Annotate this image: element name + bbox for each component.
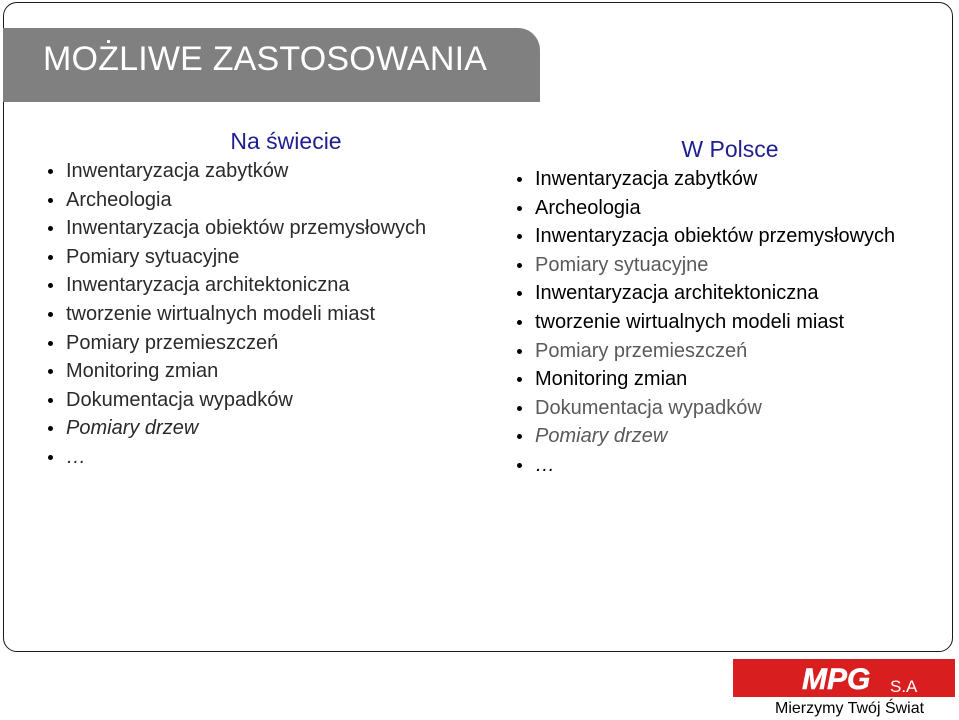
bullet-icon	[517, 206, 522, 211]
list-item: Pomiary sytuacyjne	[46, 243, 466, 272]
bullet-icon	[517, 177, 522, 182]
list-item: Archeologia	[46, 186, 466, 215]
world-heading: Na świecie	[230, 128, 342, 154]
logo-suffix: S.A	[890, 677, 918, 696]
list-item: …	[46, 443, 466, 472]
bullet-icon	[517, 434, 522, 439]
world-list	[46, 157, 466, 472]
poland-list	[515, 165, 945, 480]
company-tagline: Mierzymy Twój Świat	[775, 700, 925, 717]
bullet-icon	[48, 226, 53, 231]
bullet-icon	[517, 377, 522, 382]
list-item: Pomiary sytuacyjne	[515, 251, 945, 280]
list-item: Inwentaryzacja architektoniczna	[515, 279, 945, 308]
list-item: Inwentaryzacja obiektów przemysłowych	[46, 214, 466, 243]
list-item: …	[515, 451, 945, 480]
slide-title: MOŻLIWE ZASTOSOWANIA	[43, 40, 488, 78]
list-item: Pomiary drzew	[515, 422, 945, 451]
list-item: Dokumentacja wypadków	[46, 386, 466, 415]
list-item: Archeologia	[515, 194, 945, 223]
bullet-icon	[48, 255, 53, 260]
bullet-icon	[48, 198, 53, 203]
bullet-icon	[48, 426, 53, 431]
bullet-icon	[517, 263, 522, 268]
bullet-icon	[48, 283, 53, 288]
bullet-icon	[517, 291, 522, 296]
world-column	[46, 127, 466, 472]
bullet-icon	[517, 320, 522, 325]
list-item: Inwentaryzacja architektoniczna	[46, 271, 466, 300]
bullet-icon	[48, 369, 53, 374]
bullet-icon	[517, 349, 522, 354]
bullet-icon	[48, 455, 53, 460]
bullet-icon	[517, 463, 522, 468]
bullet-icon	[517, 406, 522, 411]
list-item: Dokumentacja wypadków	[515, 394, 945, 423]
list-item: tworzenie wirtualnych modeli miast	[515, 308, 945, 337]
bullet-icon	[48, 169, 53, 174]
poland-heading: W Polsce	[681, 136, 779, 162]
bullet-icon	[48, 341, 53, 346]
list-item: Pomiary drzew	[46, 414, 466, 443]
list-item: Inwentaryzacja zabytków	[46, 157, 466, 186]
list-item: Inwentaryzacja zabytków	[515, 165, 945, 194]
logo-word: MPG	[802, 663, 871, 695]
list-item: Inwentaryzacja obiektów przemysłowych	[515, 222, 945, 251]
bullet-icon	[48, 312, 53, 317]
bullet-icon	[48, 398, 53, 403]
list-item: Pomiary przemieszczeń	[515, 337, 945, 366]
list-item: Pomiary przemieszczeń	[46, 329, 466, 358]
list-item: Monitoring zmian	[515, 365, 945, 394]
poland-column	[515, 135, 945, 480]
list-item: tworzenie wirtualnych modeli miast	[46, 300, 466, 329]
list-item: Monitoring zmian	[46, 357, 466, 386]
bullet-icon	[517, 234, 522, 239]
logo-mark-icon	[800, 661, 900, 695]
